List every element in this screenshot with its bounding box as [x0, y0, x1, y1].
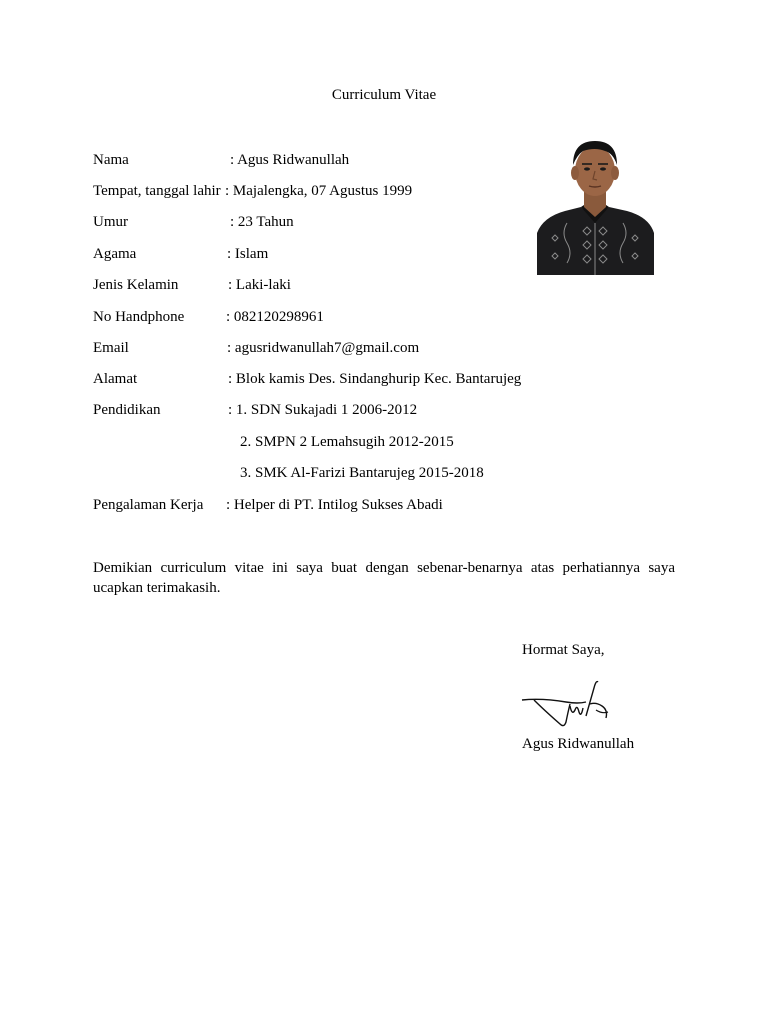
field-value: : 1. SDN Sukajadi 1 2006-2012	[228, 402, 418, 418]
field-label: Pengalaman Kerja	[93, 497, 204, 513]
field-row-jenis-kelamin	[93, 276, 291, 294]
field-label: Tempat, tanggal lahir	[93, 183, 221, 199]
field-label: No Handphone	[93, 309, 185, 325]
field-row-nama	[93, 151, 350, 169]
field-value: : Laki-laki	[228, 277, 291, 293]
field-value: : 082120298961	[226, 309, 324, 325]
field-row-email	[93, 339, 420, 357]
field-value: : Islam	[227, 246, 269, 262]
profile-photo	[537, 123, 654, 275]
handwritten-signature	[520, 676, 612, 732]
field-row-pendidikan	[93, 401, 418, 419]
field-row-umur	[93, 213, 294, 231]
field-value: : agusridwanullah7@gmail.com	[227, 340, 420, 356]
field-value: : Agus Ridwanullah	[230, 152, 350, 168]
field-label: Email	[93, 340, 129, 356]
education-item: 3. SMK Al-Farizi Bantarujeg 2015-2018	[240, 465, 484, 481]
document-title: Curriculum Vitae	[331, 87, 437, 103]
field-row-agama	[93, 245, 269, 263]
field-row-alamat	[93, 370, 522, 388]
field-label: Pendidikan	[93, 402, 161, 418]
education-item: 2. SMPN 2 Lemahsugih 2012-2015	[240, 434, 454, 450]
field-row-pengalaman-kerja	[93, 496, 443, 514]
field-label: Agama	[93, 246, 137, 262]
closing-paragraph: Demikian curriculum vitae ini saya buat dengan sebenar-benarnya atas perhatiannya saya ucapkan terimakasih.	[93, 560, 675, 596]
field-row-tempat-tanggal-lahir	[93, 182, 413, 200]
field-label: Umur	[93, 214, 128, 230]
signer-name: Agus Ridwanullah	[522, 736, 635, 752]
field-value: : 23 Tahun	[230, 214, 294, 230]
field-value: : Majalengka, 07 Agustus 1999	[225, 183, 413, 199]
field-value: : Helper di PT. Intilog Sukses Abadi	[226, 497, 443, 513]
field-label: Nama	[93, 152, 129, 168]
field-value: : Blok kamis Des. Sindanghurip Kec. Bantarujeg	[228, 371, 522, 387]
field-row-no-handphone	[93, 308, 324, 326]
closing-greeting: Hormat Saya,	[522, 642, 605, 658]
field-label: Jenis Kelamin	[93, 277, 179, 293]
field-label: Alamat	[93, 371, 138, 387]
